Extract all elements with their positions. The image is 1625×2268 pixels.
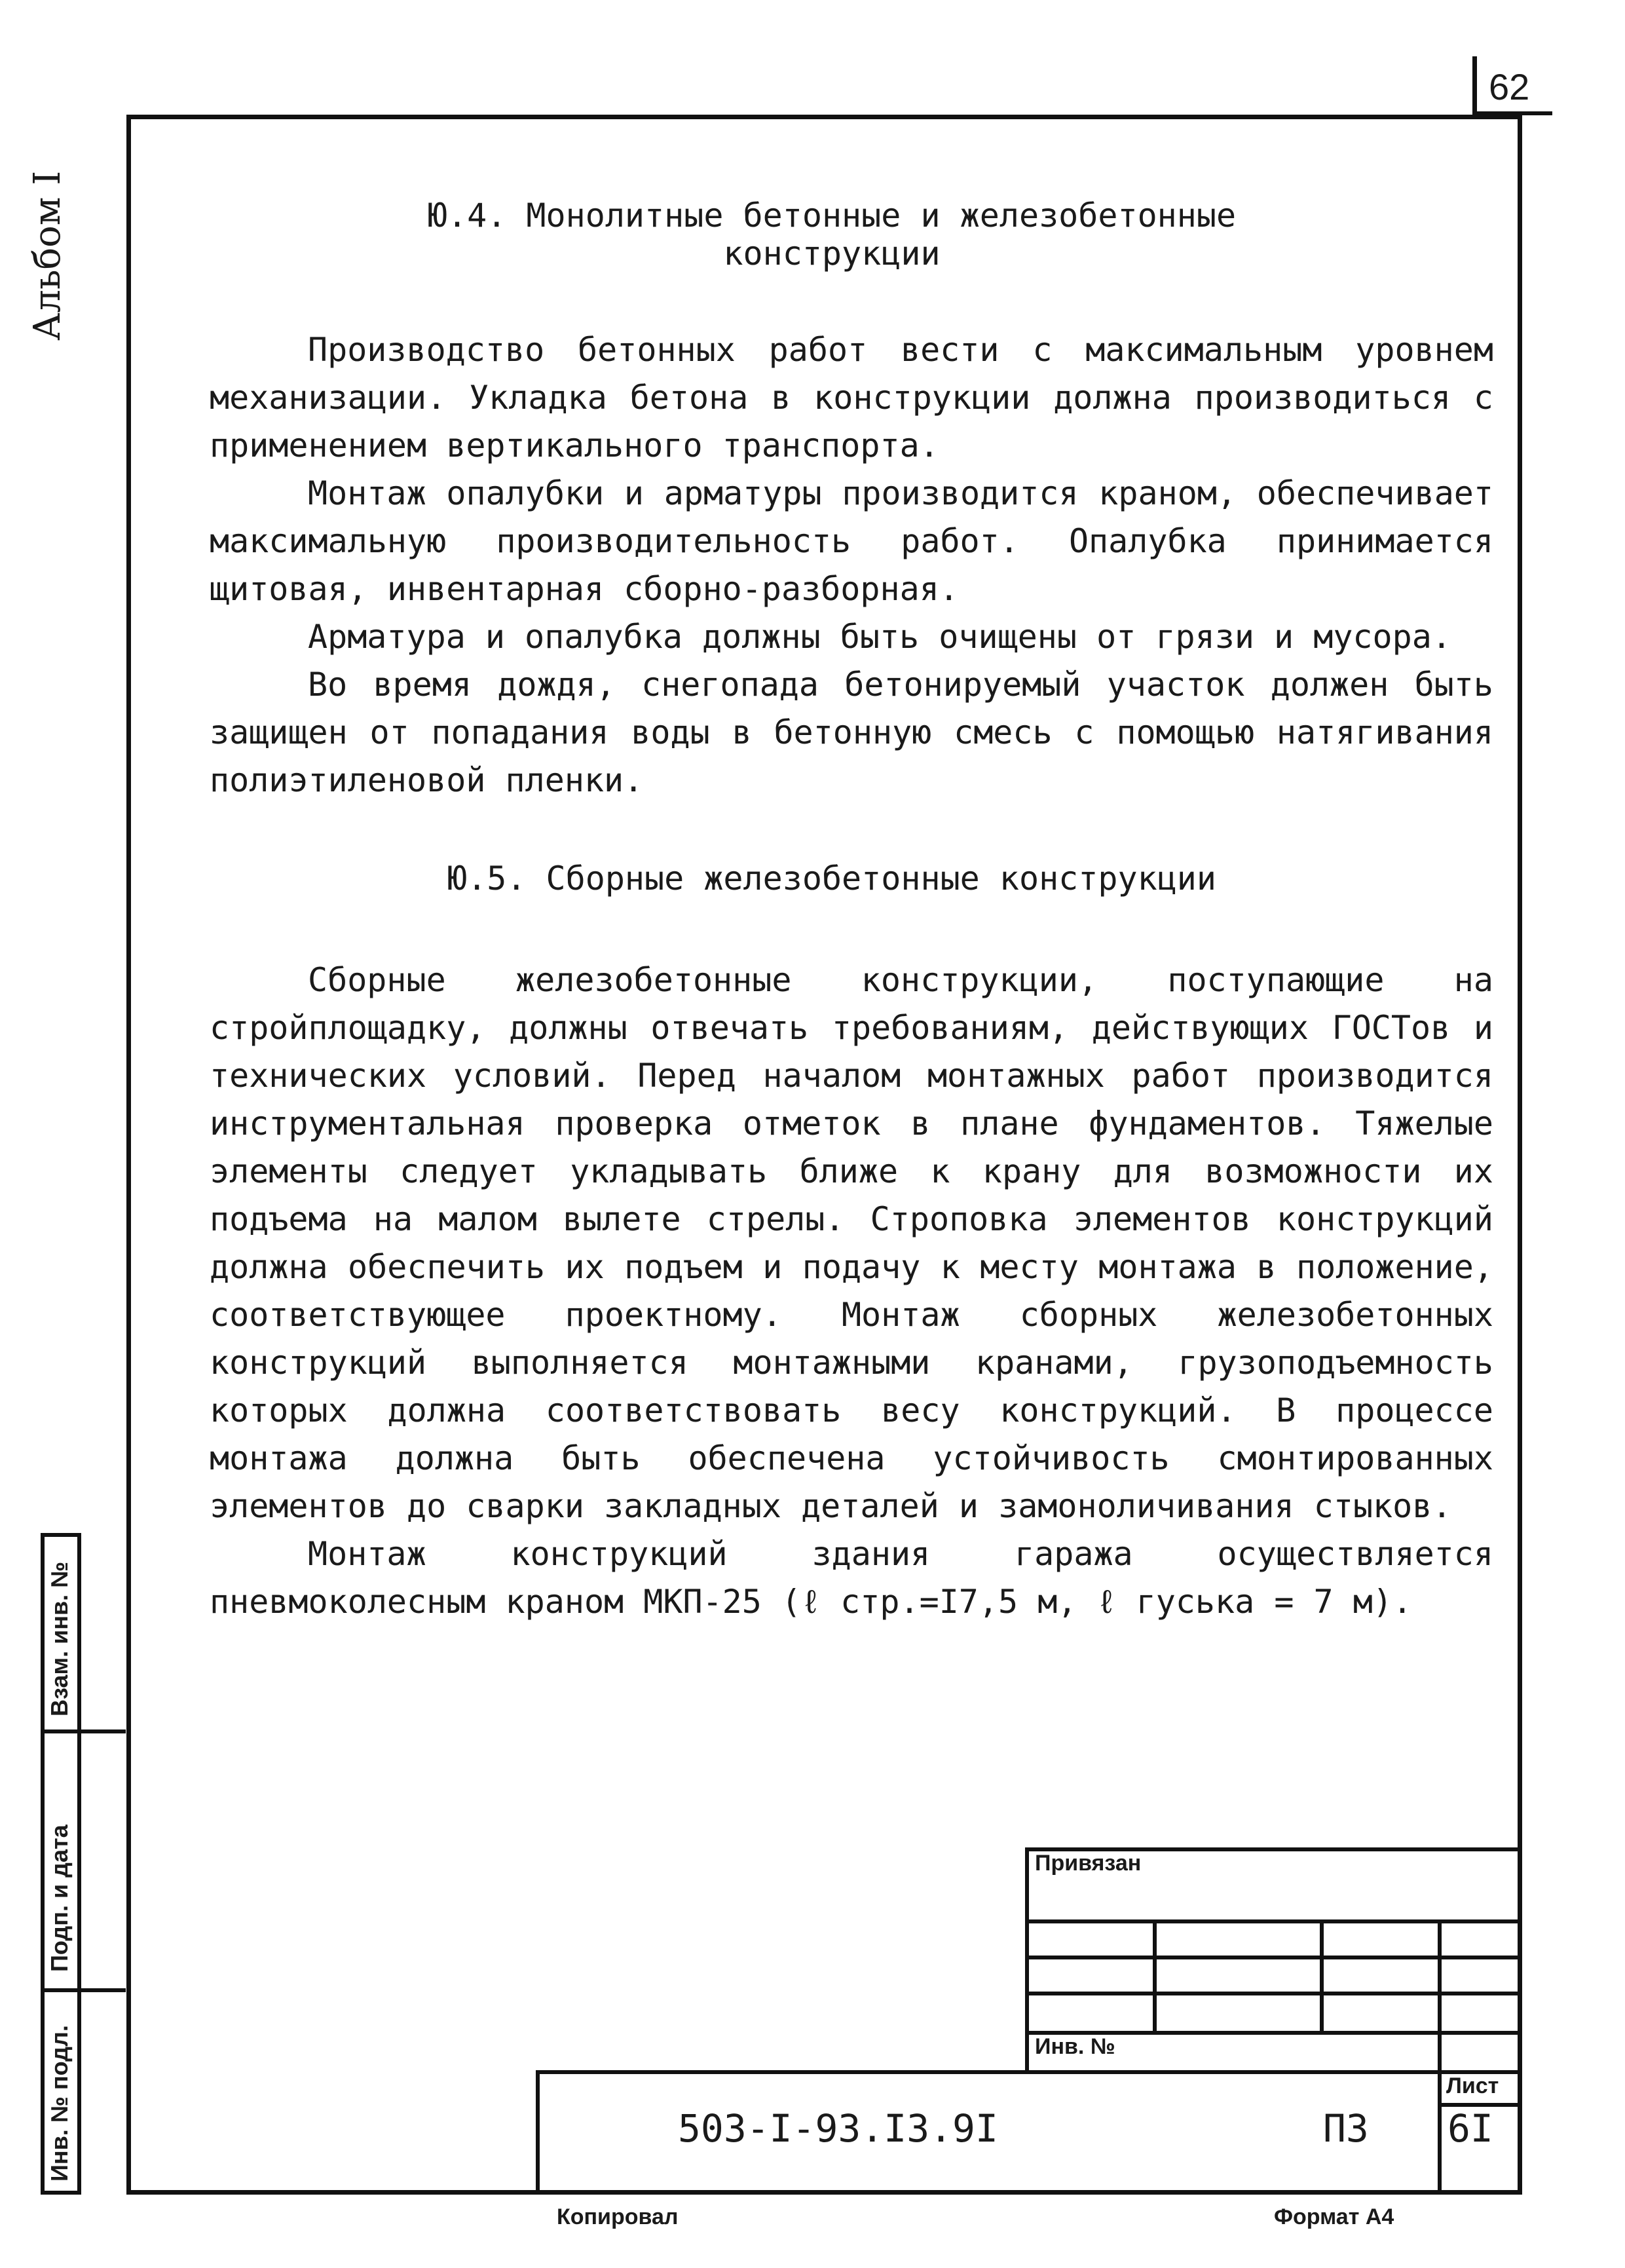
tb-inv-no: Инв. № bbox=[1035, 2034, 1115, 2059]
tb-line bbox=[536, 2070, 1522, 2074]
paragraph: Монтаж опалубки и арматуры производится краном, обеспечивает максимальную производительность работ. Опалубка принимается щитовая, инвентарная сборно-разборная. bbox=[210, 474, 1493, 608]
paragraph: Во время дождя, снегопада бетонируемый участок должен быть защищен от попадания воды в бетонную смесь с помощью натягивания полиэтиленовой пленки. bbox=[210, 666, 1493, 799]
section-heading-line1: Ю.4. Монолитные бетонные и железобетонные bbox=[427, 197, 1237, 235]
stamp-inv-podl: Инв. № подл. bbox=[46, 2025, 73, 2182]
paragraph: Монтаж конструкций здания гаража осуществляется пневмоколесным краном МКП-25 (ℓ стр.=I7,5 м, ℓ гуська = 7 м). bbox=[210, 1535, 1493, 1621]
tb-line bbox=[1438, 1919, 1442, 2073]
stamp-divider bbox=[41, 1988, 126, 1992]
section-heading-10-4 bbox=[216, 197, 1448, 273]
stamp-divider bbox=[77, 1533, 81, 2195]
tb-line bbox=[1320, 1919, 1324, 2031]
stamp-divider bbox=[41, 1729, 126, 1733]
tb-line bbox=[1025, 1847, 1029, 2073]
footer-format: Формат А4 bbox=[1274, 2204, 1394, 2229]
section-10-4-body bbox=[210, 326, 1493, 804]
section-10-5-body bbox=[210, 956, 1493, 1626]
section-heading-10-5: Ю.5. Сборные железобетонные конструкции bbox=[447, 860, 1216, 898]
tb-line bbox=[1025, 1992, 1522, 1995]
stamp-podp: Подп. и дата bbox=[46, 1824, 73, 1972]
paragraph: Арматура и опалубка должны быть очищены от грязи и мусора. bbox=[308, 618, 1451, 656]
tb-line bbox=[1025, 1956, 1522, 1959]
paragraph: Сборные железобетонные конструкции, поступающие на стройплощадку, должны отвечать требованиям, действующих ГОСТов и технических условий. Перед началом монтажных работ производится инструментальная проверка отметок в плане фундаментов. Тяжелые элементы следует укладывать ближе к крану для возможности их подъема на малом вылете стрелы. Строповка элементов конструкций должна обеспечить их подъем и подачу к месту монтажа в положение, соответствующее проектному. Монтаж сборных железобетонных конструкций выполняется монтажными кранами, грузоподъемность которых должна соответствовать весу конструкций. В процессе монтажа должна быть обеспечена устойчивость смонтированных элементов до сварки закладных деталей и замоноличивания стыков. bbox=[210, 961, 1493, 1525]
footer-copied: Копировал bbox=[557, 2204, 679, 2229]
tb-line bbox=[1438, 2070, 1442, 2195]
tb-privyazan: Привязан bbox=[1035, 1851, 1142, 1876]
page-number: 62 bbox=[1472, 56, 1552, 118]
section-heading-line2: конструкции bbox=[723, 235, 941, 273]
paragraph: Производство бетонных работ вести с максимальным уровнем механизации. Укладка бетона в конструкции должна производиться с применением вертикального транспорта. bbox=[210, 331, 1493, 464]
stamp-vzam: Взам. инв. № bbox=[46, 1561, 73, 1716]
tb-line bbox=[1025, 1919, 1522, 1923]
sheet-label: Лист bbox=[1446, 2073, 1499, 2098]
doc-code: 503-I-93.I3.9I bbox=[678, 2106, 998, 2151]
tb-line bbox=[536, 2070, 540, 2195]
doc-type: ПЗ bbox=[1323, 2106, 1369, 2151]
album-label: Альбом I bbox=[26, 170, 69, 341]
sheet-number: 6I bbox=[1448, 2106, 1493, 2151]
tb-line bbox=[1153, 1919, 1157, 2031]
